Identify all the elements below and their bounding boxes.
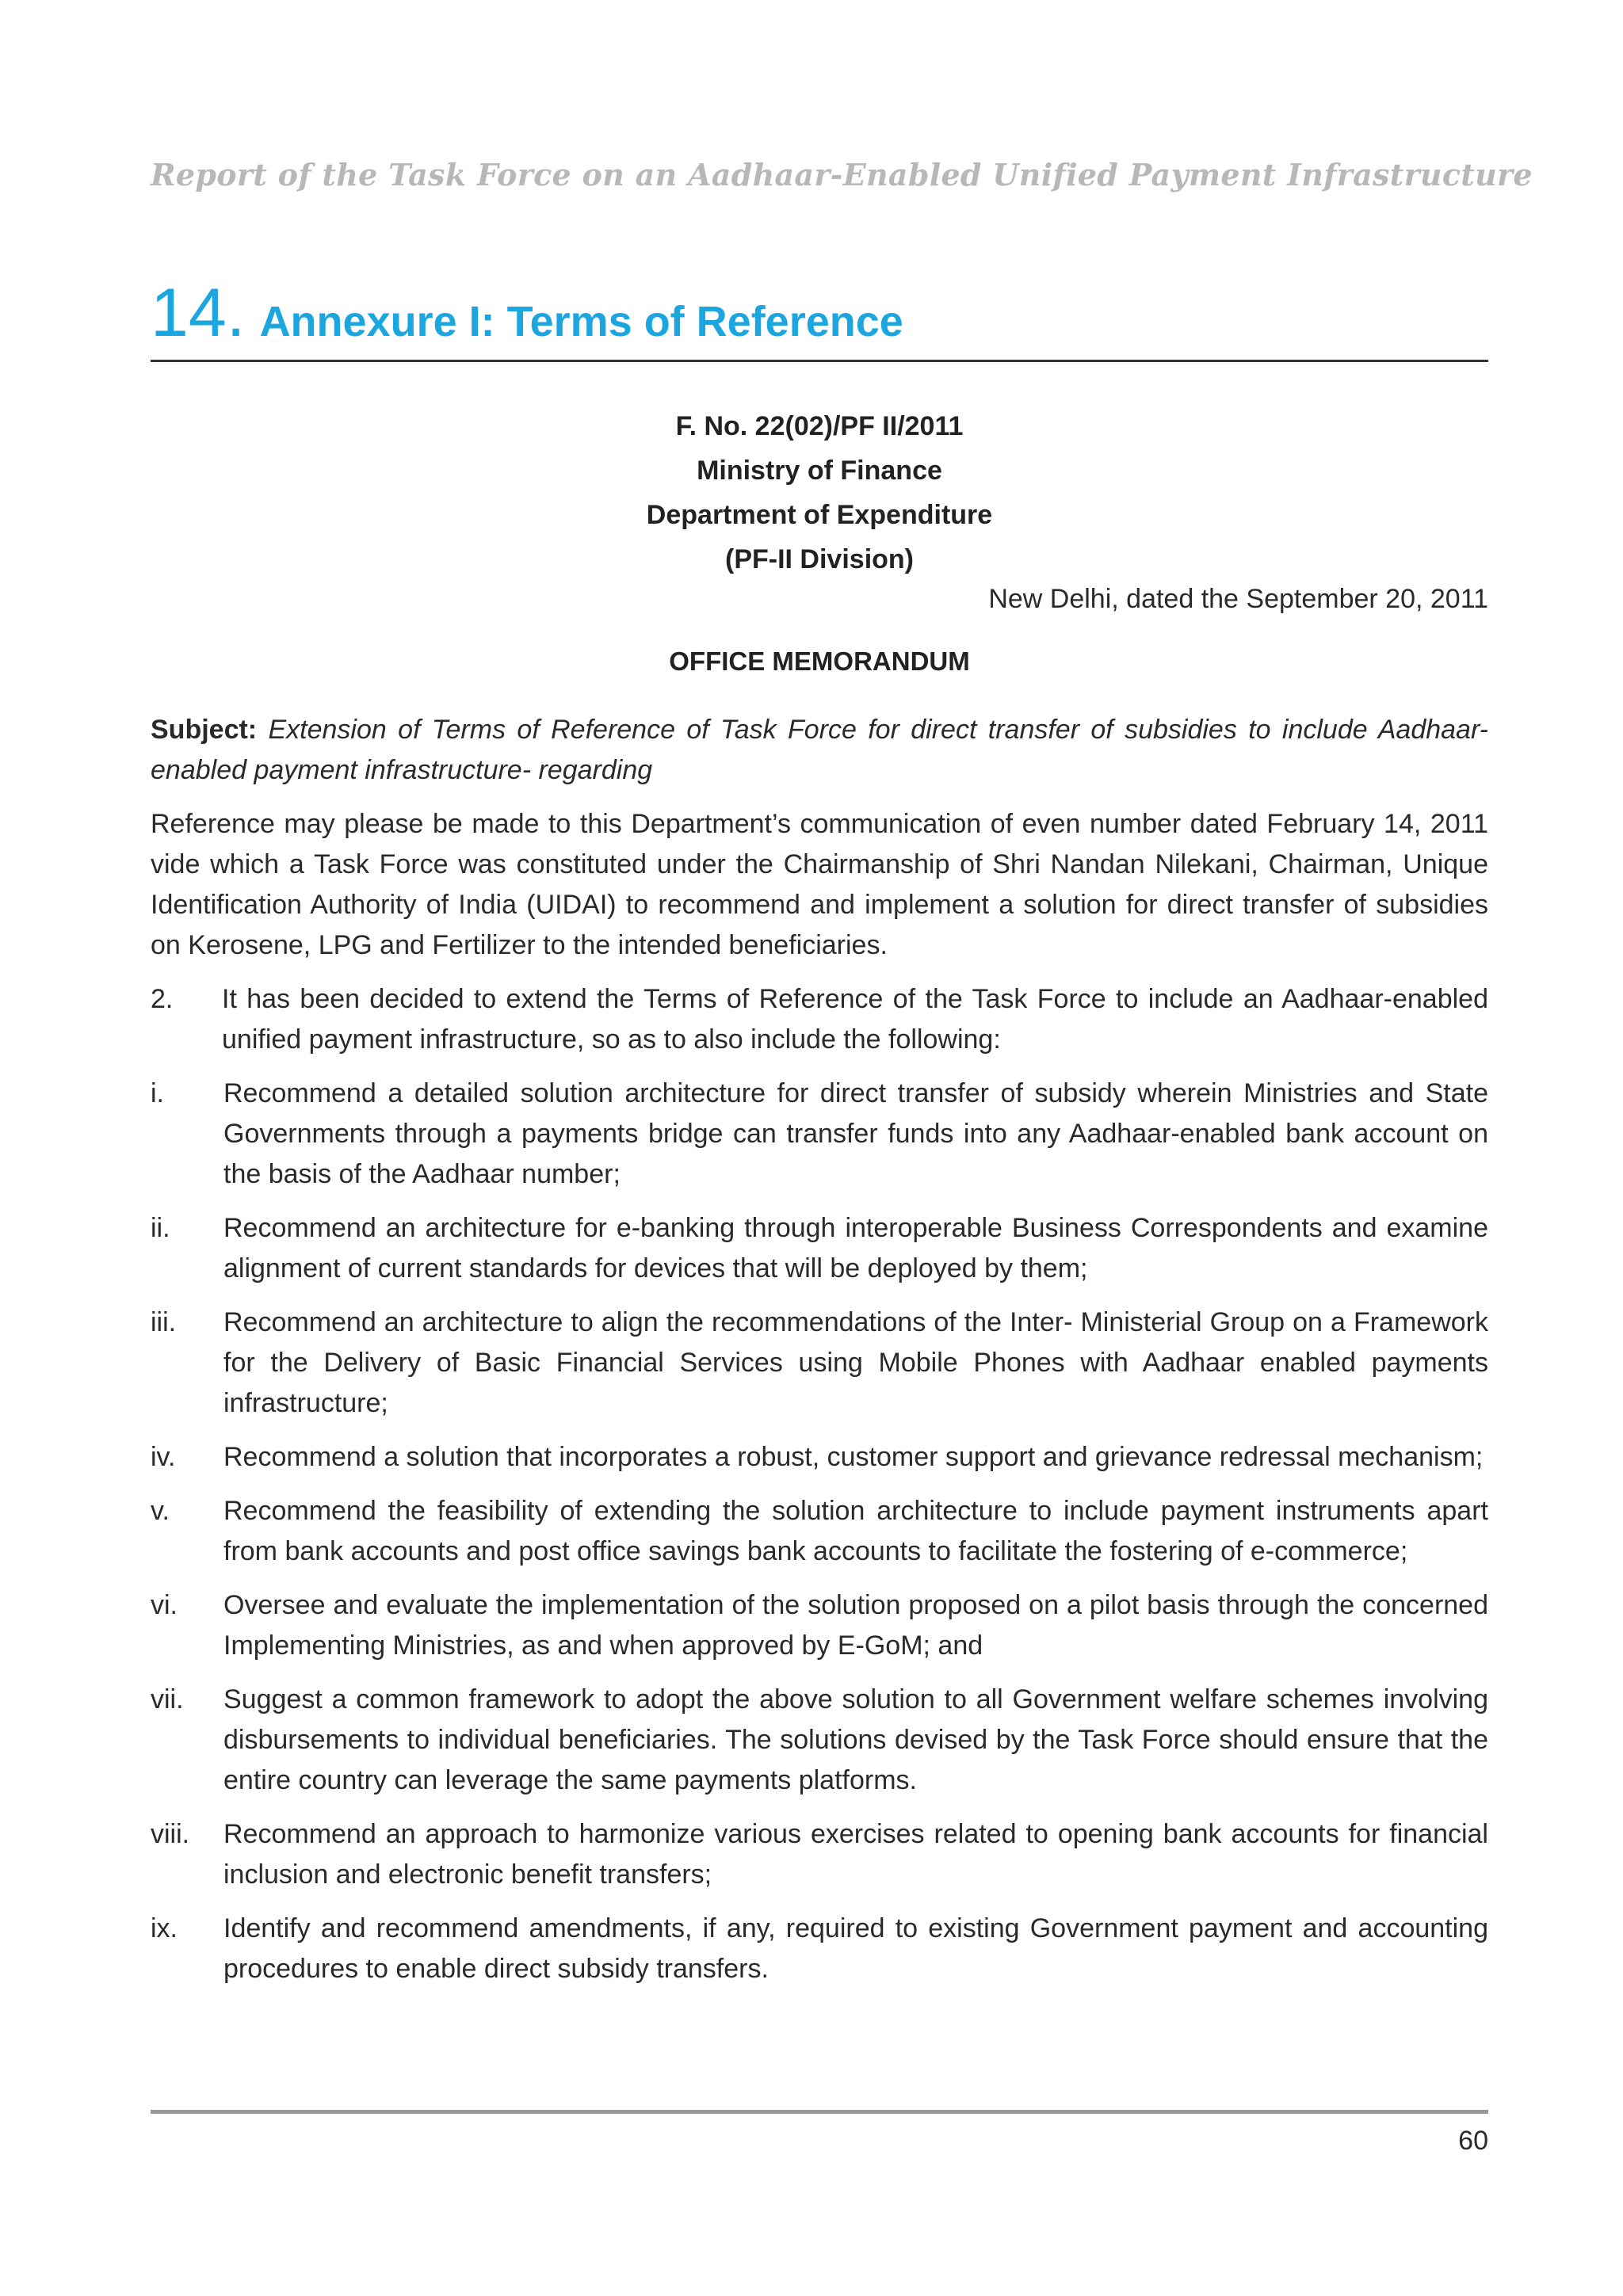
- list-item-text: Recommend a detailed solution architecture for direct transfer of subsidy wherein Ministries and State Governments through a payments bridge can transfer funds into any Aadhaar-enabled bank account on the basis of the Aadhaar number;: [223, 1078, 1488, 1189]
- list-item: [151, 1680, 1488, 1801]
- chapter-title: Annexure I: Terms of Reference: [259, 298, 903, 345]
- list-item-text: Suggest a common framework to adopt the above solution to all Government welfare schemes involving disbursements to individual beneficiaries. The solutions devised by the Task Force should ensure that the entire country can leverage the same payments platforms.: [223, 1684, 1488, 1795]
- subject-text: Extension of Terms of Reference of Task Force for direct transfer of subsidies to include Aadhaar-enabled payment infrastructure- regarding: [151, 715, 1488, 785]
- list-item: [151, 1437, 1488, 1478]
- subject-paragraph: [151, 710, 1488, 791]
- list-item-number: iii.: [151, 1307, 177, 1337]
- list-item-number: viii.: [151, 1819, 190, 1849]
- paragraph-1: Reference may please be made to this Department’s communication of even number dated February 14, 2011 vide which a Task Force was constituted under the Chairmanship of Shri Nandan Nilekani, Chairman, Unique Identification Authority of India (UIDAI) to recommend and implement a solution for direct transfer of subsidies on Kerosene, LPG and Fertilizer to the intended beneficiaries.: [151, 809, 1488, 960]
- list-item-text: Recommend an architecture to align the recommendations of the Inter- Ministerial Group on a Framework for the Delivery of Basic Financial Services using Mobile Phones with Aadhaar enabled payments infrastructure;: [223, 1307, 1488, 1418]
- department-name: Department of Expenditure: [646, 500, 993, 530]
- list-item-number: i.: [151, 1078, 164, 1108]
- terms-list: [151, 1074, 1488, 1989]
- list-item: [151, 1585, 1488, 1666]
- list-item-number: vi.: [151, 1590, 178, 1620]
- list-item-number: vii.: [151, 1684, 184, 1714]
- list-item-number: ix.: [151, 1913, 178, 1943]
- list-item-text: Recommend an architecture for e-banking through interoperable Business Correspondents and examine alignment of current standards for devices that will be deployed by them;: [223, 1213, 1488, 1283]
- paragraph-2-number: 2.: [151, 984, 174, 1014]
- chapter-number: 14.: [151, 275, 246, 351]
- footer-divider: [151, 2110, 1488, 2114]
- page-number: 60: [1458, 2126, 1488, 2156]
- subject-label: Subject:: [151, 715, 258, 745]
- division-name: (PF-II Division): [725, 544, 914, 574]
- running-header: Report of the Task Force on an Aadhaar-Enabled Unified Payment Infrastructure: [151, 157, 1533, 193]
- paragraph-2: [151, 979, 1488, 1060]
- ministry-name: Ministry of Finance: [697, 456, 942, 486]
- list-item-text: Recommend an approach to harmonize various exercises related to opening bank accounts for financial inclusion and electronic benefit transfers;: [223, 1819, 1488, 1890]
- paragraph-2-text: It has been decided to extend the Terms of Reference of the Task Force to include an Aadhaar-enabled unified payment infrastructure, so as to also include the following:: [222, 984, 1488, 1055]
- list-item: [151, 1491, 1488, 1572]
- list-item-number: ii.: [151, 1213, 170, 1243]
- file-number: F. No. 22(02)/PF II/2011: [675, 411, 964, 441]
- chapter-divider: [151, 360, 1488, 362]
- list-item-number: v.: [151, 1496, 170, 1526]
- date-line: New Delhi, dated the September 20, 2011: [988, 584, 1488, 614]
- list-item: [151, 1814, 1488, 1895]
- memo-header: [151, 404, 1488, 582]
- list-item-text: Oversee and evaluate the implementation of the solution proposed on a pilot basis through the concerned Implementing Ministries, as and when approved by E-GoM; and: [223, 1590, 1488, 1661]
- list-item: [151, 1208, 1488, 1289]
- list-item-text: Recommend a solution that incorporates a robust, customer support and grievance redressal mechanism;: [223, 1442, 1484, 1472]
- list-item: [151, 1909, 1488, 1989]
- memo-title: OFFICE MEMORANDUM: [669, 646, 970, 676]
- chapter-heading: [151, 275, 1488, 351]
- list-item-text: Recommend the feasibility of extending the solution architecture to include payment instruments apart from bank accounts and post office savings bank accounts to facilitate the fostering of e-commerce;: [223, 1496, 1488, 1566]
- list-item: [151, 1074, 1488, 1195]
- list-item: [151, 1302, 1488, 1424]
- list-item-text: Identify and recommend amendments, if any, required to existing Government payment and accounting procedures to enable direct subsidy transfers.: [223, 1913, 1488, 1984]
- memo-body: [151, 710, 1488, 2003]
- list-item-number: iv.: [151, 1442, 176, 1472]
